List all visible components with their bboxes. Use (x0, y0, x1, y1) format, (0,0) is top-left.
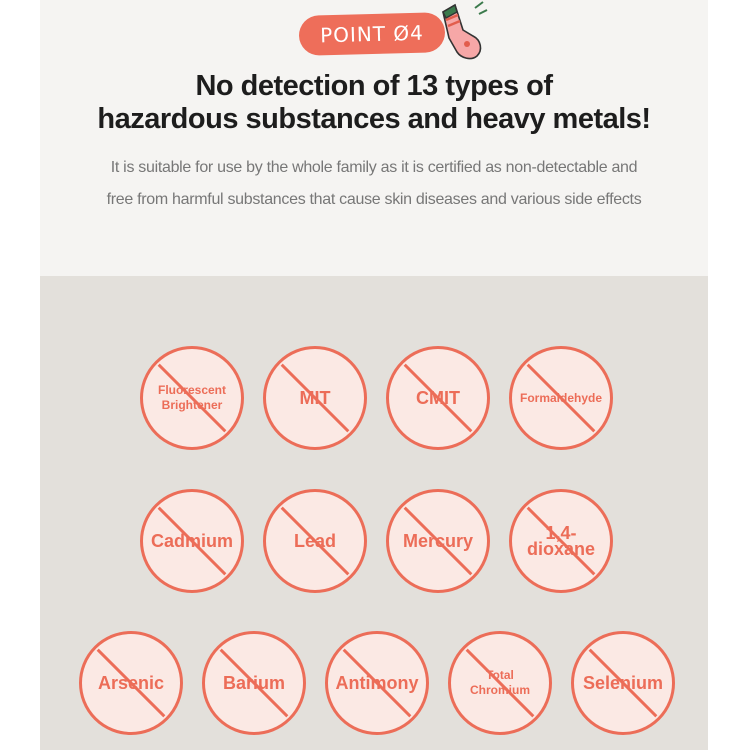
substance-prohibited-item (571, 631, 675, 735)
substance-label: Mercury (402, 531, 474, 551)
subtitle-line-1: It is suitable for use by the whole family as it is certified as non-detectable and (110, 159, 638, 176)
substance-label: Total Chromium (470, 668, 530, 697)
headline (40, 70, 708, 136)
point-badge-group (299, 8, 489, 64)
substance-prohibited-item (386, 489, 490, 593)
substance-prohibited-item (79, 631, 183, 735)
headline-line-2: hazardous substances and heavy metals! (97, 103, 651, 135)
substance-label: Arsenic (97, 673, 165, 693)
substance-label: Formaldehyde (519, 390, 603, 405)
substance-prohibited-item (263, 346, 367, 450)
substance-prohibited-item (448, 631, 552, 735)
headline-line-1: No detection of 13 types of (195, 70, 553, 102)
substance-label: Barium (222, 673, 285, 693)
substance-prohibited-item (509, 489, 613, 593)
substance-prohibited-item (509, 346, 613, 450)
sock-icon (439, 0, 489, 62)
substance-label: Antimony (335, 673, 419, 693)
point-badge: POINT Ø4 (299, 12, 446, 56)
substance-label: Selenium (582, 673, 664, 693)
substance-prohibited-item (140, 346, 244, 450)
substance-label: Fluorescent Brightener (157, 383, 226, 412)
substance-prohibited-item (325, 631, 429, 735)
substance-label: CMIT (416, 388, 460, 408)
subtitle (40, 152, 708, 216)
substance-label: MIT (299, 388, 331, 408)
substance-label: 1,4-dioxane (526, 523, 596, 559)
substance-prohibited-item (140, 489, 244, 593)
substance-label: Lead (293, 531, 336, 551)
subtitle-line-2: free from harmful substances that cause skin diseases and various side effects (106, 191, 642, 208)
substance-prohibited-item (386, 346, 490, 450)
substance-prohibited-item (263, 489, 367, 593)
substance-label: Cadmium (150, 531, 233, 551)
substance-prohibited-item (202, 631, 306, 735)
